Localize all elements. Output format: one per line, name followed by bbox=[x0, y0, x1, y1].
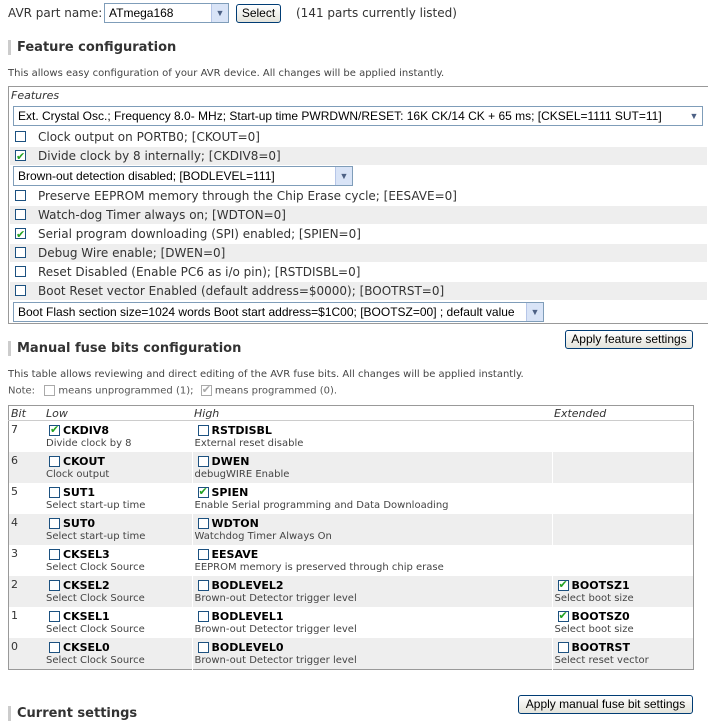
fuse-name: DWEN bbox=[211, 454, 250, 468]
fuse-name: WDTON bbox=[211, 516, 259, 530]
fuse-description: Divide clock by 8 bbox=[46, 437, 132, 449]
chevron-down-icon: ▼ bbox=[686, 107, 702, 125]
fuse-cell bbox=[44, 483, 192, 514]
clock-source-value: Ext. Crystal Osc.; Frequency 8.0- MHz; Start-up time PWRDWN/RESET: 16K CK/14 CK + 65 ms; [CKSEL=1111 SUT=11] bbox=[18, 109, 662, 123]
fuse-name: BOOTSZ1 bbox=[571, 578, 630, 592]
fuse-row bbox=[9, 483, 694, 514]
fuse-cell bbox=[552, 576, 694, 607]
fuse-row bbox=[9, 514, 694, 545]
fuse-name: BODLEVEL1 bbox=[211, 609, 284, 623]
fuse-bit-number: 2 bbox=[9, 576, 45, 607]
programmed-checkbox-sample bbox=[201, 385, 212, 396]
fuse-description: Enable Serial programming and Data Downloading bbox=[194, 499, 449, 511]
parts-count-text: (141 parts currently listed) bbox=[296, 6, 457, 20]
fuse-name: BODLEVEL0 bbox=[211, 640, 284, 654]
fuse-row bbox=[9, 421, 694, 453]
fuse-cell bbox=[44, 638, 192, 670]
fuse-name: SPIEN bbox=[211, 485, 249, 499]
feature-option-checkbox[interactable] bbox=[15, 247, 26, 258]
fuse-description: EEPROM memory is preserved through chip erase bbox=[194, 561, 444, 573]
fuse-name: CKSEL0 bbox=[63, 640, 110, 654]
fuse-bit-number: 7 bbox=[11, 423, 18, 436]
fuse-checkbox[interactable] bbox=[49, 549, 60, 560]
fuse-name: BODLEVEL2 bbox=[211, 578, 284, 592]
fuse-checkbox[interactable] bbox=[198, 425, 209, 436]
fuse-checkbox[interactable] bbox=[198, 642, 209, 653]
fuse-description: Watchdog Timer Always On bbox=[194, 530, 332, 542]
note-prefix: Note: bbox=[8, 385, 36, 397]
fuse-cell bbox=[192, 421, 552, 453]
fuse-name: CKSEL2 bbox=[63, 578, 110, 592]
fuse-row bbox=[9, 576, 694, 607]
fuse-checkbox[interactable] bbox=[49, 642, 60, 653]
bod-level-select[interactable] bbox=[13, 166, 353, 186]
fuse-name: CKSEL1 bbox=[63, 609, 110, 623]
fuse-cell bbox=[552, 638, 694, 670]
feature-option-label: Serial program downloading (SPI) enabled; [SPIEN=0] bbox=[38, 227, 361, 241]
fuse-name: RSTDISBL bbox=[211, 423, 272, 437]
feature-option-checkbox[interactable] bbox=[15, 285, 26, 296]
fuse-bit-number: 0 bbox=[9, 638, 45, 670]
note-programmed: means programmed (0). bbox=[214, 385, 338, 397]
fuse-row bbox=[9, 607, 694, 638]
feature-option-checkbox[interactable] bbox=[15, 228, 26, 239]
clock-source-select[interactable] bbox=[13, 106, 703, 126]
fuse-checkbox[interactable] bbox=[49, 456, 60, 467]
fuse-cell bbox=[552, 607, 694, 638]
feature-option-label: Debug Wire enable; [DWEN=0] bbox=[38, 246, 226, 260]
feature-option-label: Reset Disabled (Enable PC6 as i/o pin); [RSTDISBL=0] bbox=[38, 265, 361, 279]
feature-option-label: Watch-dog Timer always on; [WDTON=0] bbox=[38, 208, 286, 222]
feature-option-row bbox=[10, 147, 707, 165]
fuse-description: Select reset vector bbox=[554, 654, 649, 666]
fuse-description: Select Clock Source bbox=[46, 561, 145, 573]
fuse-name: EESAVE bbox=[211, 547, 259, 561]
manual-fuse-description: This table allows reviewing and direct editing of the AVR fuse bits. All changes will be applied instantly. bbox=[8, 369, 524, 380]
fuse-cell bbox=[44, 576, 192, 607]
fuse-cell bbox=[192, 545, 552, 576]
fuse-bit-number: 3 bbox=[11, 547, 18, 560]
fuse-name: CKSEL3 bbox=[63, 547, 110, 561]
feature-config-description: This allows easy configuration of your AVR device. All changes will be applied instantly. bbox=[8, 68, 445, 79]
bod-level-value: Brown-out detection disabled; [BODLEVEL=111] bbox=[18, 169, 275, 183]
fuse-checkbox[interactable] bbox=[198, 487, 209, 498]
fuse-description: Select Clock Source bbox=[46, 592, 145, 604]
part-name-label: AVR part name: bbox=[8, 6, 103, 20]
fuse-checkbox[interactable] bbox=[558, 642, 569, 653]
chevron-down-icon: ▼ bbox=[526, 303, 543, 321]
feature-option-checkbox[interactable] bbox=[15, 150, 26, 161]
fuse-checkbox[interactable] bbox=[198, 549, 209, 560]
manual-fuse-title: Manual fuse bits configuration bbox=[8, 341, 241, 356]
fuse-name: SUT1 bbox=[63, 485, 96, 499]
boot-size-value: Boot Flash section size=1024 words Boot start address=$1C00; [BOOTSZ=00] ; default value bbox=[18, 305, 515, 319]
fuse-checkbox[interactable] bbox=[558, 611, 569, 622]
fuse-bit-number: 4 bbox=[9, 514, 45, 545]
fuse-empty-cell bbox=[552, 452, 694, 483]
part-select[interactable] bbox=[104, 3, 229, 23]
unprogrammed-checkbox-sample bbox=[44, 385, 55, 396]
chevron-down-icon: ▼ bbox=[211, 4, 228, 22]
fuse-checkbox[interactable] bbox=[49, 611, 60, 622]
fuse-empty-cell bbox=[552, 421, 694, 453]
fuse-name: SUT0 bbox=[63, 516, 96, 530]
fuse-cell bbox=[44, 607, 192, 638]
fuse-cell bbox=[192, 483, 552, 514]
current-settings-title: Current settings bbox=[8, 706, 137, 721]
fuse-description: Select Clock Source bbox=[46, 623, 145, 635]
feature-option-row bbox=[10, 187, 707, 205]
fuse-checkbox[interactable] bbox=[198, 611, 209, 622]
fuse-checkbox[interactable] bbox=[49, 580, 60, 591]
apply-feature-settings-button[interactable]: Apply feature settings bbox=[565, 330, 693, 349]
note-unprogrammed: means unprogrammed (1); bbox=[58, 385, 194, 397]
feature-option-row bbox=[10, 128, 707, 146]
boot-size-select[interactable] bbox=[13, 302, 544, 322]
fuse-checkbox[interactable] bbox=[198, 580, 209, 591]
fuse-name: CKDIV8 bbox=[63, 423, 109, 437]
feature-config-title: Feature configuration bbox=[8, 40, 176, 55]
fuse-checkbox[interactable] bbox=[558, 580, 569, 591]
fuse-description: Select boot size bbox=[554, 592, 634, 604]
fuse-description: Select Clock Source bbox=[46, 654, 145, 666]
feature-option-checkbox[interactable] bbox=[15, 190, 26, 201]
fuse-cell bbox=[44, 514, 192, 545]
fuse-empty-cell bbox=[552, 483, 694, 514]
feature-option-row bbox=[10, 206, 707, 224]
feature-option-label: Clock output on PORTB0; [CKOUT=0] bbox=[38, 130, 260, 144]
apply-manual-fuse-button[interactable]: Apply manual fuse bit settings bbox=[518, 695, 693, 714]
fuse-description: External reset disable bbox=[194, 437, 304, 449]
fuse-description: Brown-out Detector trigger level bbox=[194, 654, 357, 666]
header-high: High bbox=[192, 406, 552, 421]
fuse-cell bbox=[192, 638, 552, 670]
fuse-description: Select boot size bbox=[554, 623, 634, 635]
fuse-checkbox[interactable] bbox=[49, 425, 60, 436]
feature-option-row bbox=[10, 282, 707, 300]
fuse-description: Brown-out Detector trigger level bbox=[194, 623, 357, 635]
feature-option-label: Boot Reset vector Enabled (default address=$0000); [BOOTRST=0] bbox=[38, 284, 445, 298]
fuse-cell bbox=[192, 607, 552, 638]
header-low: Low bbox=[44, 406, 192, 421]
fuse-cell bbox=[192, 576, 552, 607]
fuse-empty-cell bbox=[552, 514, 694, 545]
fuse-description: Clock output bbox=[46, 468, 110, 480]
fuse-checkbox[interactable] bbox=[49, 487, 60, 498]
header-bit: Bit bbox=[9, 406, 45, 421]
fuse-cell bbox=[44, 421, 192, 453]
chevron-down-icon: ▼ bbox=[335, 167, 352, 185]
features-legend: Features bbox=[11, 89, 60, 102]
fuse-bit-number: 6 bbox=[9, 452, 45, 483]
header-extended: Extended bbox=[552, 406, 694, 421]
fuse-name: BOOTSZ0 bbox=[571, 609, 630, 623]
fuse-description: Select start-up time bbox=[46, 499, 146, 511]
fuse-note bbox=[8, 385, 337, 397]
part-select-value: ATmega168 bbox=[109, 6, 174, 20]
fuse-cell bbox=[192, 514, 552, 545]
feature-option-row bbox=[10, 225, 707, 243]
fuse-bit-number: 5 bbox=[11, 485, 18, 498]
fuse-cell bbox=[44, 545, 192, 576]
select-button[interactable]: Select bbox=[236, 4, 281, 23]
fuse-description: Brown-out Detector trigger level bbox=[194, 592, 357, 604]
fuse-bits-table bbox=[8, 405, 694, 670]
feature-option-label: Preserve EEPROM memory through the Chip Erase cycle; [EESAVE=0] bbox=[38, 189, 457, 203]
feature-option-row bbox=[10, 263, 707, 281]
fuse-checkbox[interactable] bbox=[198, 518, 209, 529]
fuse-name: CKOUT bbox=[63, 454, 105, 468]
fuse-checkbox[interactable] bbox=[49, 518, 60, 529]
fuse-cell bbox=[192, 452, 552, 483]
fuse-description: Select start-up time bbox=[46, 530, 146, 542]
fuse-bit-number: 1 bbox=[11, 609, 18, 622]
fuse-cell bbox=[44, 452, 192, 483]
features-panel bbox=[8, 86, 708, 324]
feature-option-checkbox[interactable] bbox=[15, 131, 26, 142]
feature-option-label: Divide clock by 8 internally; [CKDIV8=0] bbox=[38, 149, 281, 163]
fuse-checkbox[interactable] bbox=[198, 456, 209, 467]
feature-option-checkbox[interactable] bbox=[15, 266, 26, 277]
feature-option-checkbox[interactable] bbox=[15, 209, 26, 220]
fuse-row bbox=[9, 545, 694, 576]
fuse-row bbox=[9, 452, 694, 483]
fuse-row bbox=[9, 638, 694, 670]
fuse-description: debugWIRE Enable bbox=[194, 468, 290, 480]
fuse-name: BOOTRST bbox=[571, 640, 630, 654]
feature-option-row bbox=[10, 244, 707, 262]
fuse-empty-cell bbox=[552, 545, 694, 576]
